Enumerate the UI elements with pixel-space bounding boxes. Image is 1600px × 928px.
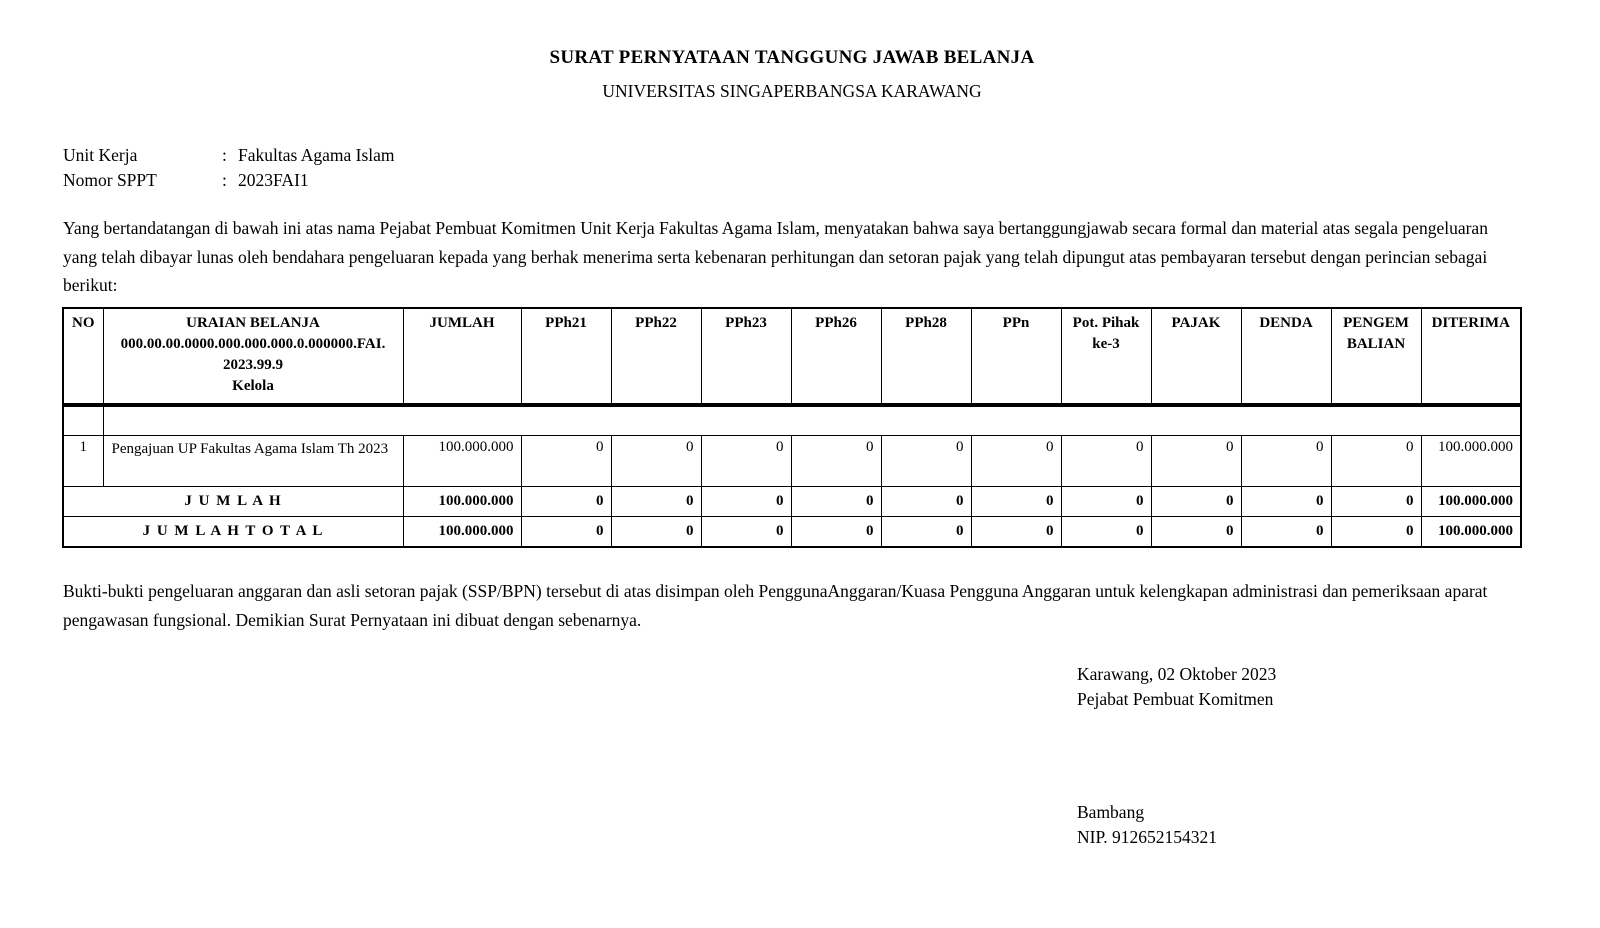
col-header-pph23: PPh23 [701, 308, 791, 405]
col-header-pph26: PPh26 [791, 308, 881, 405]
col-header-diterima: DITERIMA [1421, 308, 1521, 405]
col-header-ppn: PPn [971, 308, 1061, 405]
jumlah-total-row [63, 517, 1521, 548]
col-header-pot-pihak-ke-3: Pot. Pihak ke-3 [1061, 308, 1151, 405]
jumlah-pot-pihak-ke-3: 0 [1061, 487, 1151, 517]
meta-value: Fakultas Agama Islam [238, 145, 395, 165]
meta-value: 2023FAI1 [238, 170, 309, 190]
row-denda: 0 [1241, 436, 1331, 487]
meta-separator: : [222, 145, 227, 165]
row-pph22: 0 [611, 436, 701, 487]
jumlah-total-diterima: 100.000.000 [1421, 517, 1521, 548]
meta-row-unit-kerja [63, 143, 395, 168]
uraian-header-kelola: Kelola [232, 378, 274, 394]
row-pajak: 0 [1151, 436, 1241, 487]
jumlah-pajak: 0 [1151, 487, 1241, 517]
jumlah-total-pph28: 0 [881, 517, 971, 548]
col-header-pengembalian: PENGEM BALIAN [1331, 308, 1421, 405]
jumlah-total-pot-pihak-ke-3: 0 [1061, 517, 1151, 548]
col-header-jumlah: JUMLAH [403, 308, 521, 405]
meta-separator: : [222, 170, 227, 190]
jumlah-total-label: J U M L A H T O T A L [63, 517, 403, 548]
intro-paragraph: Yang bertandatangan di bawah ini atas nama Pejabat Pembuat Komitmen Unit Kerja Fakultas Agama Islam, menyatakan bahwa saya bertanggungjawab secara formal dan material atas segala pengeluaran yang telah dibayar lunas oleh bendahara pengeluaran kepada yang berhak menerima serta kebenaran perhitungan dan setoran pajak yang telah dipungut atas pembayaran tersebut dengan perincian sebagai berikut: [63, 218, 1488, 295]
jumlah-label: J U M L A H [63, 487, 403, 517]
uraian-header-code: 000.00.00.0000.000.000.000.0.000000.FAI. [120, 336, 386, 352]
col-header-pph28: PPh28 [881, 308, 971, 405]
uraian-header-year: 2023.99.9 [223, 357, 283, 373]
signature-block [1077, 662, 1276, 850]
closing-paragraph: Bukti-bukti pengeluaran anggaran dan asli setoran pajak (SSP/BPN) tersebut di atas disimpan oleh PenggunaAnggaran/Kuasa Pengguna Anggaran untuk kelengkapan administrasi dan pemeriksaan aparat pengawasan fungsional. Demikian Surat Pernyataan ini dibuat dengan sebenarnya. [63, 581, 1488, 630]
expense-table [62, 307, 1522, 548]
jumlah-total-pajak: 0 [1151, 517, 1241, 548]
signature-place-date: Karawang, 02 Oktober 2023 [1077, 664, 1277, 684]
jumlah-pengembalian: 0 [1331, 487, 1421, 517]
row-ppn: 0 [971, 436, 1061, 487]
row-diterima: 100.000.000 [1421, 436, 1521, 487]
document-subtitle: UNIVERSITAS SINGAPERBANGSA KARAWANG [602, 81, 982, 101]
row-pot-pihak-ke-3: 0 [1061, 436, 1151, 487]
col-header-pph22: PPh22 [611, 308, 701, 405]
jumlah-pph26: 0 [791, 487, 881, 517]
jumlah-row [63, 487, 1521, 517]
jumlah-total-denda: 0 [1241, 517, 1331, 548]
row-pengembalian: 0 [1331, 436, 1421, 487]
table-header-row [63, 308, 1521, 405]
row-jumlah: 100.000.000 [403, 436, 521, 487]
document-title: SURAT PERNYATAAN TANGGUNG JAWAB BELANJA [549, 47, 1035, 68]
jumlah-total-pph23: 0 [701, 517, 791, 548]
uraian-header-line: URAIAN BELANJA [186, 315, 320, 331]
signature-nip: NIP. 912652154321 [1077, 827, 1218, 847]
row-no: 1 [63, 436, 103, 487]
spacer-cell-merged [103, 405, 1521, 436]
table-row [63, 436, 1521, 487]
spacer-cell-no [63, 405, 103, 436]
meta-row-nomor-sppt [63, 168, 395, 193]
row-pph26: 0 [791, 436, 881, 487]
row-pph23: 0 [701, 436, 791, 487]
signature-name: Bambang [1077, 802, 1145, 822]
document-meta [63, 143, 395, 193]
jumlah-pph22: 0 [611, 487, 701, 517]
row-uraian: Pengajuan UP Fakultas Agama Islam Th 2023 [103, 436, 403, 487]
jumlah-total-pengembalian: 0 [1331, 517, 1421, 548]
col-header-denda: DENDA [1241, 308, 1331, 405]
col-header-pph21: PPh21 [521, 308, 611, 405]
jumlah-total-ppn: 0 [971, 517, 1061, 548]
jumlah-total-pph26: 0 [791, 517, 881, 548]
meta-label: Nomor SPPT [63, 170, 157, 190]
row-pph28: 0 [881, 436, 971, 487]
jumlah-ppn: 0 [971, 487, 1061, 517]
spacer-row [63, 405, 1521, 436]
jumlah-total-pph21: 0 [521, 517, 611, 548]
jumlah-pph21: 0 [521, 487, 611, 517]
jumlah-jumlah: 100.000.000 [403, 487, 521, 517]
jumlah-denda: 0 [1241, 487, 1331, 517]
jumlah-total-pph22: 0 [611, 517, 701, 548]
jumlah-pph23: 0 [701, 487, 791, 517]
col-header-uraian-belanja [103, 308, 403, 405]
row-pph21: 0 [521, 436, 611, 487]
col-header-no: NO [63, 308, 103, 405]
col-header-pajak: PAJAK [1151, 308, 1241, 405]
meta-label: Unit Kerja [63, 145, 138, 165]
jumlah-diterima: 100.000.000 [1421, 487, 1521, 517]
jumlah-pph28: 0 [881, 487, 971, 517]
jumlah-total-jumlah: 100.000.000 [403, 517, 521, 548]
signature-role: Pejabat Pembuat Komitmen [1077, 689, 1274, 709]
